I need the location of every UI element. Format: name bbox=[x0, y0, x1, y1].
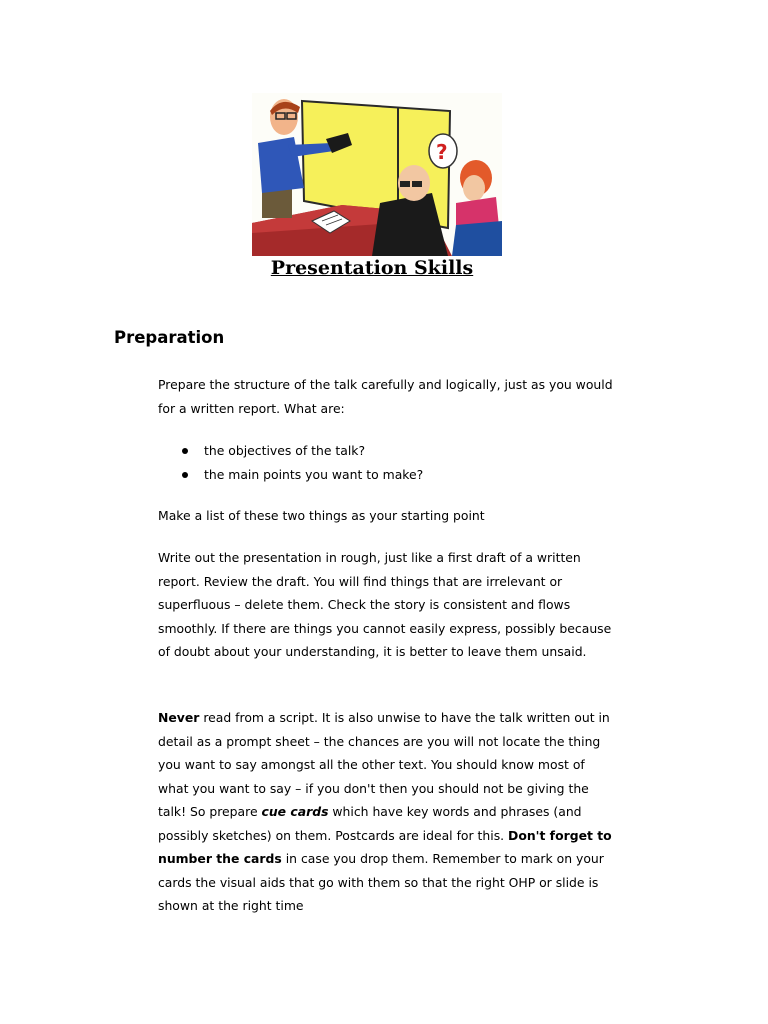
list-note-paragraph: Make a list of these two things as your starting point bbox=[158, 508, 485, 523]
objectives-list bbox=[158, 439, 423, 487]
list-item bbox=[158, 463, 423, 487]
number-cards-tip: Don't forget to number the cards bbox=[158, 827, 612, 866]
list-item-text: the main points you want to make? bbox=[204, 467, 424, 482]
cue-cards-emphasis: cue cards bbox=[261, 804, 329, 819]
never-emphasis: Never bbox=[158, 710, 200, 725]
list-item-text: the objectives of the talk? bbox=[204, 443, 366, 458]
script-paragraph bbox=[158, 706, 618, 918]
bullet-icon bbox=[182, 448, 188, 454]
svg-text:?: ? bbox=[436, 140, 448, 164]
page-title: Presentation Skills bbox=[270, 257, 474, 279]
list-item bbox=[158, 439, 423, 463]
script-text-1: read from a script. It is also unwise to have the talk written out in detail as a prompt sheet – the chances are you will not locate the thing you want to say amongst all the other text. You should know most of what you want to say – if you don't then you should not be giving the talk! So prepare bbox=[158, 710, 610, 819]
script-text-2: which have key words and phrases (and possibly sketches) on them. Postcards are ideal for this. bbox=[158, 804, 582, 843]
script-text-3: in case you drop them. Remember to mark on your cards the visual aids that go with them so that the right OHP or slide is shown at the right time bbox=[158, 851, 604, 913]
presentation-clipart bbox=[252, 93, 502, 256]
draft-paragraph: Write out the presentation in rough, just like a first draft of a written report. Review the draft. You will find things that are irrelevant or superfluous – delete them. Check the story is consistent and flows smoothly. If there are things you cannot easily express, possibly because of doubt about your understanding, it is better to leave them unsaid. bbox=[158, 550, 612, 659]
bullet-icon bbox=[182, 472, 188, 478]
section-heading-preparation: Preparation bbox=[114, 328, 225, 347]
intro-paragraph: Prepare the structure of the talk carefully and logically, just as you would for a written report. What are: bbox=[158, 377, 613, 416]
